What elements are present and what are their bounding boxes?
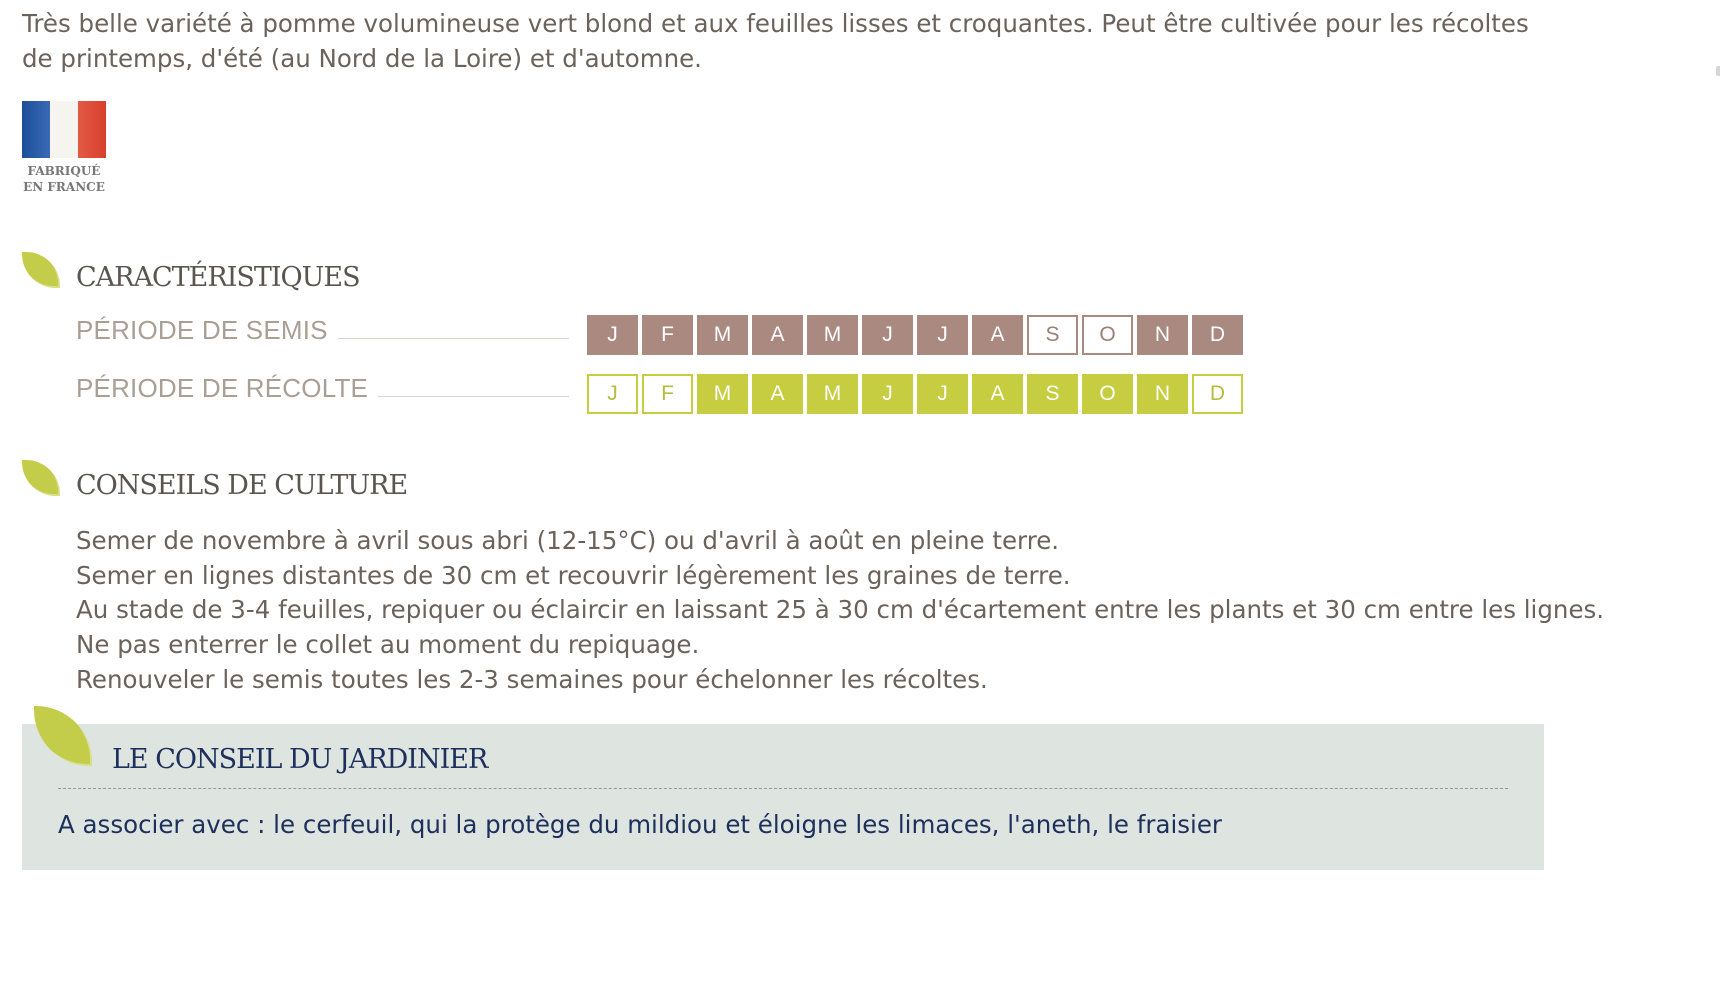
sowing-month-cell: J (917, 315, 968, 355)
culture-tip: Semer de novembre à avril sous abri (12-15°C) ou d'avril à août en pleine terre. (76, 526, 1060, 555)
harvest-month-cell: F (642, 374, 693, 414)
culture-tips-list (76, 524, 1604, 698)
sowing-month-cell: J (862, 315, 913, 355)
sowing-month-cell: O (1082, 315, 1133, 355)
scrollbar-edge[interactable] (1716, 66, 1720, 76)
sowing-month-cell: F (642, 315, 693, 355)
harvest-month-cell: N (1137, 374, 1188, 414)
culture-tip: Renouveler le semis toutes les 2-3 semaines pour échelonner les récoltes. (76, 664, 988, 694)
sowing-period-label: PÉRIODE DE SEMIS (76, 315, 328, 345)
leaf-icon (22, 252, 60, 288)
harvest-month-cell: A (972, 374, 1023, 414)
sowing-month-cell: N (1137, 315, 1188, 355)
harvest-calendar (587, 374, 1243, 414)
gardener-tip-title: LE CONSEIL DU JARDINIER (112, 744, 488, 775)
harvest-month-cell: A (752, 374, 803, 414)
culture-tip: Au stade de 3-4 feuilles, repiquer ou éclaircir en laissant 25 à 30 cm d'écartement entre les plants et 30 cm entre les lignes. (76, 595, 1605, 625)
harvest-month-cell: D (1192, 374, 1243, 414)
harvest-month-cell: J (587, 374, 638, 414)
sowing-month-cell: D (1192, 315, 1243, 355)
characteristics-title: CARACTÉRISTIQUES (76, 262, 360, 293)
harvest-month-cell: S (1027, 374, 1078, 414)
sowing-month-cell: A (752, 315, 803, 355)
sowing-divider (338, 338, 569, 339)
sowing-month-cell: S (1027, 315, 1078, 355)
gardener-tip-text: A associer avec : le cerfeuil, qui la protège du mildiou et éloigne les limaces, l'aneth, le fraisier (58, 810, 1223, 839)
sowing-month-cell: M (697, 315, 748, 355)
gardener-tip-divider (58, 788, 1508, 789)
culture-title: CONSEILS DE CULTURE (76, 470, 408, 501)
harvest-month-cell: J (862, 374, 913, 414)
product-description: Très belle variété à pomme volumineuse vert blond et aux feuilles lisses et croquantes. Peut être cultivée pour les récoltes de printemps, d'été (au Nord de la Loire) et d'automne. (22, 9, 1529, 73)
french-flag-icon (22, 101, 106, 158)
harvest-month-cell: J (917, 374, 968, 414)
sowing-calendar (587, 315, 1243, 355)
sowing-month-cell: A (972, 315, 1023, 355)
culture-tip: Semer en lignes distantes de 30 cm et recouvrir légèrement les graines de terre. (76, 560, 1071, 590)
badge-caption: FABRIQUÉ EN FRANCE (23, 164, 105, 194)
made-in-france-badge (22, 101, 106, 197)
sowing-month-cell: M (807, 315, 858, 355)
harvest-divider (378, 396, 569, 397)
harvest-month-cell: M (697, 374, 748, 414)
leaf-icon (22, 460, 60, 496)
culture-tip: Ne pas enterrer le collet au moment du repiquage. (76, 630, 700, 660)
harvest-month-cell: O (1082, 374, 1133, 414)
harvest-period-label: PÉRIODE DE RÉCOLTE (76, 373, 369, 403)
harvest-month-cell: M (807, 374, 858, 414)
sowing-month-cell: J (587, 315, 638, 355)
gardener-tip-box (22, 724, 1544, 870)
